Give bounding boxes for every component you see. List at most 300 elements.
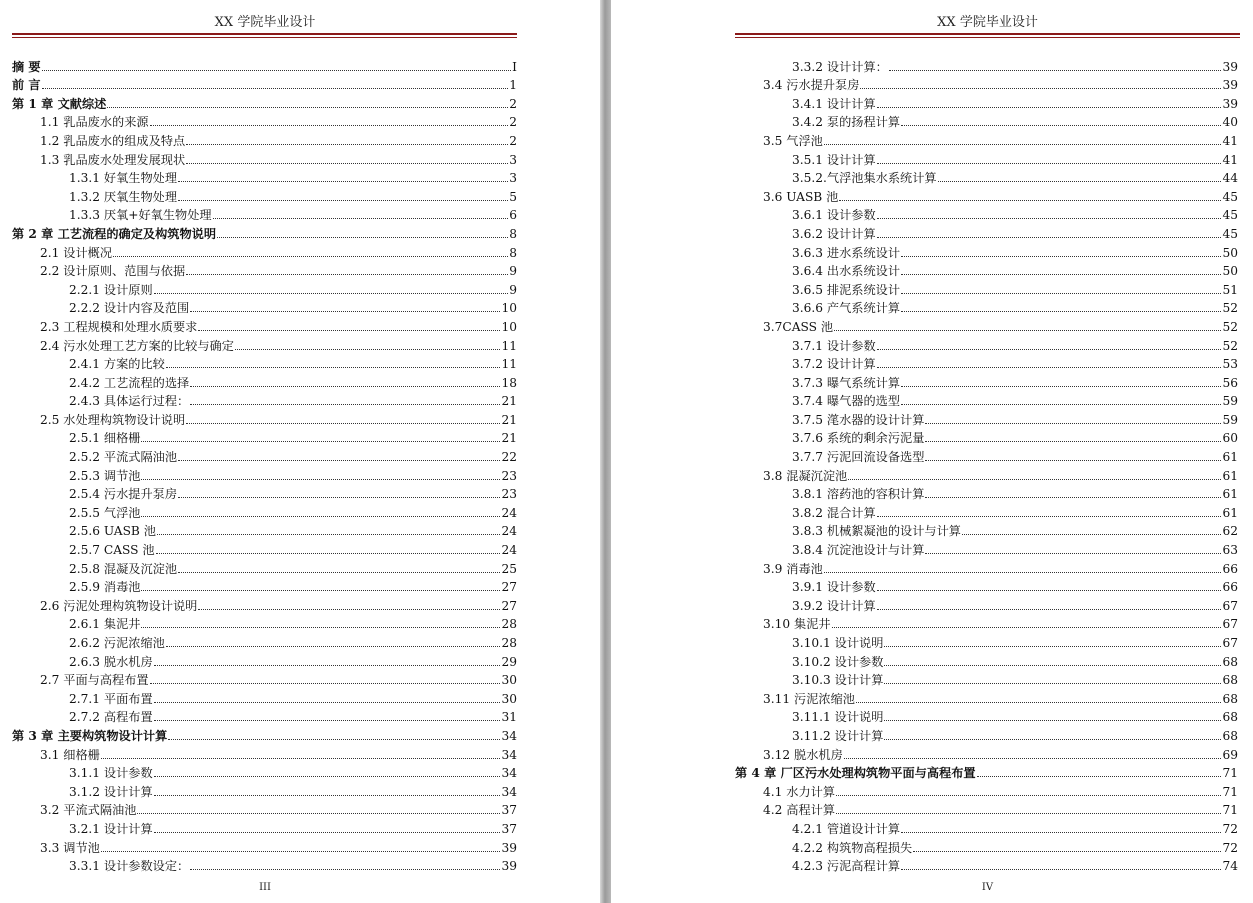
toc-entry-title: 4.2.2 构筑物高程损失 xyxy=(792,840,913,855)
toc-entry[interactable] xyxy=(735,781,1238,800)
toc-entry-title: 3.7.1 设计参数 xyxy=(792,338,876,353)
toc-dot-leader xyxy=(925,423,1221,424)
toc-entry-title: 4.1 水力计算 xyxy=(763,784,836,799)
toc-entry[interactable] xyxy=(735,93,1238,112)
toc-entry-title: 3.7.2 设计计算 xyxy=(792,357,876,372)
toc-entry-page: 71 xyxy=(1222,766,1238,781)
toc-entry[interactable] xyxy=(735,818,1238,837)
toc-entry[interactable] xyxy=(12,186,517,205)
toc-entry-page: 27 xyxy=(501,580,517,595)
toc-entry-title: 2.5.6 UASB 池 xyxy=(69,524,156,539)
toc-entry-title: 3.8.2 混合计算 xyxy=(792,505,876,520)
toc-dot-leader xyxy=(190,404,500,405)
toc-dot-leader xyxy=(42,70,512,71)
toc-entry-title: 3.9.2 设计计算 xyxy=(792,598,876,613)
toc-dot-leader xyxy=(925,553,1221,554)
toc-entry-page: 24 xyxy=(501,543,517,558)
toc-entry[interactable] xyxy=(735,112,1238,131)
toc-dot-leader xyxy=(834,330,1221,331)
toc-entry-title: 2.5.5 气浮池 xyxy=(69,505,141,520)
toc-entry[interactable] xyxy=(735,632,1238,651)
header-rule xyxy=(12,33,517,35)
table-of-contents xyxy=(12,56,517,874)
toc-entry-page: 2 xyxy=(509,115,517,130)
toc-dot-leader xyxy=(150,683,501,684)
toc-entry[interactable] xyxy=(735,354,1238,373)
toc-entry-page: 61 xyxy=(1222,468,1238,483)
toc-entry[interactable] xyxy=(12,856,517,875)
toc-entry[interactable] xyxy=(12,800,517,819)
toc-dot-leader xyxy=(901,256,1221,257)
toc-entry-title: 3.11.2 设计计算 xyxy=(792,728,884,743)
toc-entry-page: 72 xyxy=(1222,840,1238,855)
toc-entry-page: 39 xyxy=(1222,59,1238,74)
toc-entry-title: 2.2.1 设计原则 xyxy=(69,282,153,297)
toc-dot-leader xyxy=(186,163,508,164)
toc-entry-page: 11 xyxy=(501,338,517,353)
toc-entry-page: 59 xyxy=(1222,394,1238,409)
toc-entry-page: 50 xyxy=(1222,245,1238,260)
toc-entry-title: 3.4.1 设计计算 xyxy=(792,96,876,111)
toc-entry[interactable] xyxy=(12,558,517,577)
toc-entry-title: 3.7.5 滗水器的设计计算 xyxy=(792,412,925,427)
toc-entry[interactable] xyxy=(12,521,517,540)
toc-entry-title: 第 3 章 主要构筑物设计计算 xyxy=(12,728,168,743)
toc-dot-leader xyxy=(178,200,508,201)
toc-entry-page: 68 xyxy=(1222,654,1238,669)
toc-entry-page: 51 xyxy=(1222,282,1238,297)
toc-entry-page: 3 xyxy=(509,152,517,167)
toc-entry-page: 24 xyxy=(501,524,517,539)
toc-dot-leader xyxy=(901,386,1221,387)
toc-entry-title: 3.2 平流式隔油池 xyxy=(40,803,137,818)
toc-entry[interactable] xyxy=(12,205,517,224)
toc-entry-title: 前 言 xyxy=(12,78,41,93)
toc-entry[interactable] xyxy=(12,223,517,242)
toc-entry[interactable] xyxy=(12,502,517,521)
toc-entry-title: 4.2.3 污泥高程计算 xyxy=(792,859,901,874)
toc-entry-title: 3.6.5 排泥系统设计 xyxy=(792,282,901,297)
toc-entry-page: 8 xyxy=(509,245,517,260)
toc-dot-leader xyxy=(186,144,508,145)
toc-entry[interactable] xyxy=(12,837,517,856)
header-rule-thin xyxy=(735,37,1240,38)
toc-entry-page: 24 xyxy=(501,505,517,520)
toc-entry[interactable] xyxy=(12,130,517,149)
toc-entry-title: 3.8 混凝沉淀池 xyxy=(763,468,848,483)
toc-entry-title: 3.10.2 设计参数 xyxy=(792,654,884,669)
toc-entry-page: 21 xyxy=(501,431,517,446)
toc-dot-leader xyxy=(178,572,500,573)
toc-dot-leader xyxy=(884,739,1221,740)
toc-entry-page: 30 xyxy=(501,691,517,706)
toc-dot-leader xyxy=(235,349,501,350)
toc-entry-title: 2.5.2 平流式隔油池 xyxy=(69,450,178,465)
toc-entry[interactable] xyxy=(12,763,517,782)
toc-entry-page: 66 xyxy=(1222,561,1238,576)
toc-entry-title: 1.3.3 厌氧+好氧生物处理 xyxy=(69,208,212,223)
toc-dot-leader xyxy=(877,218,1222,219)
page-number: III xyxy=(259,882,271,893)
toc-dot-leader xyxy=(877,163,1222,164)
toc-entry-page: 41 xyxy=(1222,152,1238,167)
toc-entry[interactable] xyxy=(12,539,517,558)
toc-dot-leader xyxy=(901,832,1221,833)
toc-dot-leader xyxy=(877,609,1222,610)
toc-entry-title: 4.2 高程计算 xyxy=(763,803,836,818)
toc-entry-title: 2.6 污泥处理构筑物设计说明 xyxy=(40,598,198,613)
toc-entry-title: 2.6.3 脱水机房 xyxy=(69,654,153,669)
toc-entry-page: 10 xyxy=(501,319,517,334)
toc-dot-leader xyxy=(213,218,509,219)
toc-entry-page: 61 xyxy=(1222,450,1238,465)
toc-entry[interactable] xyxy=(735,670,1238,689)
toc-entry-page: 45 xyxy=(1222,226,1238,241)
toc-entry[interactable] xyxy=(12,372,517,391)
toc-entry-page: 74 xyxy=(1222,859,1238,874)
toc-entry-title: 3.7.7 污泥回流设备选型 xyxy=(792,450,925,465)
toc-entry-page: 68 xyxy=(1222,710,1238,725)
toc-dot-leader xyxy=(824,572,1222,573)
toc-entry[interactable] xyxy=(12,781,517,800)
toc-dot-leader xyxy=(877,107,1222,108)
toc-entry[interactable] xyxy=(735,502,1238,521)
toc-entry-title: 3.7.6 系统的剩余污泥量 xyxy=(792,431,925,446)
toc-entry-page: 25 xyxy=(501,561,517,576)
toc-entry-title: 2.6.1 集泥井 xyxy=(69,617,141,632)
toc-entry-title: 3.4.2 泵的扬程计算 xyxy=(792,115,901,130)
toc-dot-leader xyxy=(156,553,501,554)
toc-entry-page: 11 xyxy=(501,357,517,372)
toc-dot-leader xyxy=(141,627,500,628)
toc-entry-page: 39 xyxy=(501,840,517,855)
toc-dot-leader xyxy=(901,311,1221,312)
toc-entry-title: 3.7CASS 池 xyxy=(763,319,834,334)
toc-entry-page: 34 xyxy=(501,784,517,799)
toc-entry-title: 2.5.3 调节池 xyxy=(69,468,141,483)
toc-entry[interactable] xyxy=(12,149,517,168)
toc-dot-leader xyxy=(178,497,500,498)
toc-entry[interactable] xyxy=(735,688,1238,707)
document-page-right xyxy=(611,0,1253,903)
toc-entry[interactable] xyxy=(12,818,517,837)
toc-entry-page: 52 xyxy=(1222,338,1238,353)
page-number: IV xyxy=(981,882,994,893)
toc-entry-title: 3.6.4 出水系统设计 xyxy=(792,264,901,279)
toc-entry-title: 第 4 章 厂区污水处理构筑物平面与高程布置 xyxy=(735,766,976,781)
toc-dot-leader xyxy=(217,237,508,238)
toc-entry[interactable] xyxy=(735,614,1238,633)
toc-dot-leader xyxy=(101,758,501,759)
toc-entry-page: 9 xyxy=(509,282,517,297)
toc-entry-page: 8 xyxy=(509,226,517,241)
toc-dot-leader xyxy=(877,349,1222,350)
toc-entry[interactable] xyxy=(735,744,1238,763)
toc-entry-page: 28 xyxy=(501,617,517,632)
toc-dot-leader xyxy=(824,144,1222,145)
toc-entry[interactable] xyxy=(12,651,517,670)
toc-dot-leader xyxy=(938,181,1222,182)
toc-entry[interactable] xyxy=(12,446,517,465)
toc-dot-leader xyxy=(198,609,500,610)
toc-entry[interactable] xyxy=(12,335,517,354)
toc-dot-leader xyxy=(154,702,501,703)
toc-entry[interactable] xyxy=(735,130,1238,149)
toc-entry[interactable] xyxy=(12,428,517,447)
toc-entry-page: 52 xyxy=(1222,301,1238,316)
toc-entry[interactable] xyxy=(735,577,1238,596)
toc-entry[interactable] xyxy=(735,56,1238,75)
toc-entry-title: 2.2.2 设计内容及范围 xyxy=(69,301,190,316)
header-rule xyxy=(735,33,1240,35)
toc-entry[interactable] xyxy=(735,465,1238,484)
toc-entry[interactable] xyxy=(735,205,1238,224)
toc-entry-title: 2.6.2 污泥浓缩池 xyxy=(69,636,165,650)
toc-entry[interactable] xyxy=(735,763,1238,782)
toc-entry[interactable] xyxy=(12,744,517,763)
toc-entry[interactable] xyxy=(12,279,517,298)
toc-entry[interactable] xyxy=(735,707,1238,726)
toc-entry-title: 3.9.1 设计参数 xyxy=(792,580,876,595)
toc-dot-leader xyxy=(839,200,1221,201)
toc-entry-page: 31 xyxy=(501,710,517,725)
toc-entry[interactable] xyxy=(12,465,517,484)
toc-entry-page: 62 xyxy=(1222,524,1238,539)
toc-dot-leader xyxy=(901,125,1221,126)
toc-entry[interactable] xyxy=(12,725,517,744)
toc-dot-leader xyxy=(901,869,1221,870)
toc-entry-title: 3.9 消毒池 xyxy=(763,561,823,576)
toc-entry[interactable] xyxy=(735,186,1238,205)
toc-dot-leader xyxy=(186,274,508,275)
toc-dot-leader xyxy=(884,683,1221,684)
toc-entry-page: 37 xyxy=(501,821,517,836)
toc-dot-leader xyxy=(141,590,500,591)
toc-entry[interactable] xyxy=(12,670,517,689)
toc-entry-title: 2.7.2 高程布置 xyxy=(69,710,153,725)
toc-entry-page: 9 xyxy=(509,264,517,279)
toc-entry-title: 1.2 乳品废水的组成及特点 xyxy=(40,133,186,148)
toc-entry[interactable] xyxy=(735,484,1238,503)
toc-entry-page: 2 xyxy=(509,96,517,111)
toc-entry-page: 60 xyxy=(1222,431,1238,446)
toc-entry-page: 45 xyxy=(1222,208,1238,223)
toc-entry-title: 1.3.1 好氧生物处理 xyxy=(69,171,178,186)
toc-entry-title: 3.1 细格栅 xyxy=(40,747,100,762)
toc-entry[interactable] xyxy=(735,335,1238,354)
toc-entry[interactable] xyxy=(735,316,1238,335)
toc-dot-leader xyxy=(901,404,1221,405)
toc-entry[interactable] xyxy=(12,93,517,112)
toc-entry-page: I xyxy=(512,59,517,74)
toc-dot-leader xyxy=(925,441,1221,442)
toc-entry-title: 2.4.3 具体运行过程： xyxy=(69,394,190,409)
toc-entry-page: 68 xyxy=(1222,691,1238,706)
toc-entry[interactable] xyxy=(735,149,1238,168)
toc-dot-leader xyxy=(832,627,1222,628)
toc-entry-title: 2.5 水处理构筑物设计说明 xyxy=(40,412,186,427)
toc-entry-title: 3.1.1 设计参数 xyxy=(69,766,153,781)
toc-dot-leader xyxy=(913,851,1221,852)
toc-entry[interactable] xyxy=(735,261,1238,280)
toc-entry-title: 3.11 污泥浓缩池 xyxy=(763,691,855,706)
toc-entry[interactable] xyxy=(12,112,517,131)
toc-entry[interactable] xyxy=(735,372,1238,391)
toc-entry[interactable] xyxy=(735,242,1238,261)
toc-dot-leader xyxy=(141,479,500,480)
toc-entry-page: 18 xyxy=(501,375,517,390)
toc-entry-page: 30 xyxy=(501,673,517,688)
toc-dot-leader xyxy=(190,386,500,387)
toc-entry[interactable] xyxy=(12,261,517,280)
toc-entry-page: 67 xyxy=(1222,617,1238,632)
toc-entry-title: 1.3 乳品废水处理发展现状 xyxy=(40,152,186,167)
toc-entry-title: 4.2.1 管道设计计算 xyxy=(792,821,901,836)
toc-dot-leader xyxy=(884,665,1221,666)
toc-entry[interactable] xyxy=(735,298,1238,317)
page-gutter xyxy=(600,0,611,903)
toc-entry[interactable] xyxy=(735,223,1238,242)
toc-entry[interactable] xyxy=(735,856,1238,875)
toc-entry[interactable] xyxy=(12,75,517,94)
toc-entry[interactable] xyxy=(735,446,1238,465)
toc-dot-leader xyxy=(884,720,1221,721)
toc-entry[interactable] xyxy=(12,577,517,596)
toc-entry-page: 6 xyxy=(509,208,517,223)
toc-dot-leader xyxy=(154,776,501,777)
toc-entry[interactable] xyxy=(735,595,1238,614)
toc-entry[interactable] xyxy=(12,595,517,614)
toc-dot-leader xyxy=(141,516,500,517)
toc-entry-title: 第 2 章 工艺流程的确定及构筑物说明 xyxy=(12,226,217,241)
toc-entry[interactable] xyxy=(735,800,1238,819)
toc-entry-page: 37 xyxy=(501,803,517,818)
toc-entry-page: 10 xyxy=(501,301,517,316)
toc-entry[interactable] xyxy=(12,688,517,707)
toc-dot-leader xyxy=(101,851,501,852)
toc-entry-title: 3.8.1 溶药池的容积计算 xyxy=(792,487,925,502)
toc-entry[interactable] xyxy=(12,242,517,261)
toc-entry-page: 21 xyxy=(501,394,517,409)
toc-entry[interactable] xyxy=(12,614,517,633)
document-page-left xyxy=(0,0,600,903)
toc-entry-title: 3.3.1 设计参数设定： xyxy=(69,859,190,874)
page-header: XX 学院毕业设计 xyxy=(214,15,316,30)
toc-entry-title: 3.12 脱水机房 xyxy=(763,747,843,762)
toc-entry-page: 39 xyxy=(1222,96,1238,111)
toc-entry[interactable] xyxy=(12,391,517,410)
toc-dot-leader xyxy=(178,460,500,461)
toc-entry-page: 68 xyxy=(1222,673,1238,688)
toc-dot-leader xyxy=(901,293,1221,294)
toc-entry-page: 34 xyxy=(501,766,517,781)
toc-dot-leader xyxy=(154,720,501,721)
toc-dot-leader xyxy=(137,813,500,814)
toc-entry[interactable] xyxy=(735,75,1238,94)
toc-dot-leader xyxy=(168,739,500,740)
toc-entry[interactable] xyxy=(735,279,1238,298)
toc-entry-page: 61 xyxy=(1222,487,1238,502)
toc-entry[interactable] xyxy=(735,837,1238,856)
toc-entry-title: 3.8.4 沉淀池设计与计算 xyxy=(792,543,925,558)
toc-entry-page: 53 xyxy=(1222,357,1238,372)
toc-entry[interactable] xyxy=(735,409,1238,428)
toc-dot-leader xyxy=(107,107,508,108)
toc-dot-leader xyxy=(856,702,1222,703)
toc-entry-title: 2.7 平面与高程布置 xyxy=(40,673,149,688)
toc-dot-leader xyxy=(884,646,1221,647)
toc-entry-page: 39 xyxy=(1222,78,1238,93)
toc-entry[interactable] xyxy=(735,168,1238,187)
toc-entry[interactable] xyxy=(735,521,1238,540)
toc-entry[interactable] xyxy=(12,168,517,187)
toc-entry[interactable] xyxy=(735,651,1238,670)
toc-entry-page: 44 xyxy=(1222,171,1238,186)
toc-dot-leader xyxy=(877,590,1222,591)
toc-entry-title: 2.5.9 消毒池 xyxy=(69,580,141,595)
toc-dot-leader xyxy=(154,832,501,833)
toc-entry-page: 71 xyxy=(1222,784,1238,799)
toc-dot-leader xyxy=(157,534,501,535)
toc-entry[interactable] xyxy=(12,484,517,503)
toc-entry-title: 3.11.1 设计说明 xyxy=(792,710,884,725)
toc-dot-leader xyxy=(150,125,509,126)
toc-dot-leader xyxy=(848,479,1221,480)
toc-entry-title: 2.1 设计概况 xyxy=(40,245,113,260)
toc-entry-title: 摘 要 xyxy=(12,59,41,74)
toc-entry[interactable] xyxy=(12,354,517,373)
toc-entry[interactable] xyxy=(12,632,517,651)
toc-entry[interactable] xyxy=(12,56,517,75)
toc-entry-page: 5 xyxy=(509,189,517,204)
toc-entry-title: 2.4.1 方案的比较 xyxy=(69,357,165,372)
toc-entry[interactable] xyxy=(12,409,517,428)
toc-dot-leader xyxy=(860,88,1221,89)
toc-dot-leader xyxy=(113,256,508,257)
toc-entry-page: 27 xyxy=(501,598,517,613)
toc-dot-leader xyxy=(962,534,1222,535)
toc-entry-title: 3.10 集泥井 xyxy=(763,617,831,632)
toc-entry-title: 3.3 调节池 xyxy=(40,840,100,855)
toc-dot-leader xyxy=(42,88,509,89)
toc-entry-page: 2 xyxy=(509,133,517,148)
toc-entry-title: 3.10.1 设计说明 xyxy=(792,636,884,650)
table-of-contents xyxy=(735,56,1238,874)
toc-dot-leader xyxy=(877,237,1222,238)
toc-dot-leader xyxy=(901,274,1221,275)
page-header: XX 学院毕业设计 xyxy=(937,15,1038,30)
toc-entry[interactable] xyxy=(735,539,1238,558)
toc-entry-title: 1.1 乳品废水的来源 xyxy=(40,115,149,130)
toc-dot-leader xyxy=(877,516,1222,517)
toc-dot-leader xyxy=(889,70,1222,71)
toc-entry[interactable] xyxy=(12,707,517,726)
toc-dot-leader xyxy=(166,646,501,647)
toc-entry[interactable] xyxy=(12,316,517,335)
toc-entry[interactable] xyxy=(735,725,1238,744)
header-rule-thin xyxy=(12,37,517,38)
toc-entry[interactable] xyxy=(12,298,517,317)
toc-entry[interactable] xyxy=(735,428,1238,447)
toc-entry[interactable] xyxy=(735,558,1238,577)
toc-dot-leader xyxy=(844,758,1222,759)
toc-dot-leader xyxy=(178,181,508,182)
toc-entry-page: 41 xyxy=(1222,133,1238,148)
toc-entry-page: 67 xyxy=(1222,636,1238,650)
toc-entry[interactable] xyxy=(735,391,1238,410)
toc-entry-title: 3.7.4 曝气器的选型 xyxy=(792,394,901,409)
toc-dot-leader xyxy=(154,293,509,294)
